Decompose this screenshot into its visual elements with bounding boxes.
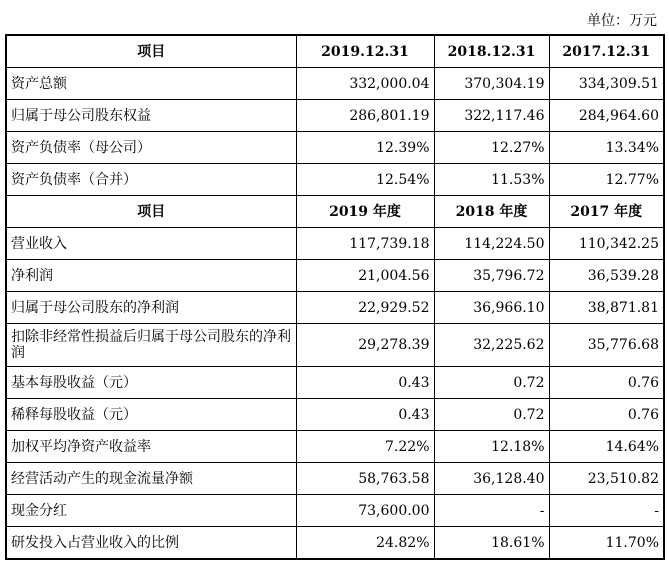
row-label: 资产总额: [6, 68, 296, 100]
table-cell: 11.53%: [434, 164, 549, 196]
table-cell: 24.82%: [296, 527, 434, 560]
table-cell: 12.18%: [434, 431, 549, 463]
row-label: 稀释每股收益（元）: [6, 399, 296, 431]
table-header-row: [6, 35, 664, 68]
table-row: [6, 527, 664, 560]
header-cell: 项目: [6, 196, 296, 228]
table-cell: 370,304.19: [434, 68, 549, 100]
header-cell: 2018 年度: [434, 196, 549, 228]
table-cell: 11.70%: [549, 527, 664, 560]
row-label: 资产负债率（合并）: [6, 164, 296, 196]
row-label: 经营活动产生的现金流量净额: [6, 463, 296, 495]
header-cell: 2019.12.31: [296, 35, 434, 68]
table-cell: 12.39%: [296, 132, 434, 164]
table-cell: 35,796.72: [434, 260, 549, 292]
table-row: [6, 260, 664, 292]
table-cell: 0.72: [434, 399, 549, 431]
table-cell: 0.76: [549, 367, 664, 399]
table-cell: 110,342.25: [549, 228, 664, 260]
table-cell: 0.72: [434, 367, 549, 399]
row-label: 扣除非经常性损益后归属于母公司股东的净利润: [6, 324, 296, 367]
row-label: 净利润: [6, 260, 296, 292]
header-cell: 2019 年度: [296, 196, 434, 228]
table-cell: -: [549, 495, 664, 527]
table-cell: 7.22%: [296, 431, 434, 463]
table-cell: 36,966.10: [434, 292, 549, 324]
table-row: [6, 164, 664, 196]
row-label: 加权平均净资产收益率: [6, 431, 296, 463]
table-cell: 22,929.52: [296, 292, 434, 324]
table-cell: 36,539.28: [549, 260, 664, 292]
table-row: [6, 292, 664, 324]
table-cell: 286,801.19: [296, 100, 434, 132]
row-label: 归属于母公司股东的净利润: [6, 292, 296, 324]
table-cell: 117,739.18: [296, 228, 434, 260]
header-cell: 2017 年度: [549, 196, 664, 228]
table-row: [6, 367, 664, 399]
header-cell: 2017.12.31: [549, 35, 664, 68]
table-cell: 36,128.40: [434, 463, 549, 495]
table-cell: 21,004.56: [296, 260, 434, 292]
table-cell: 23,510.82: [549, 463, 664, 495]
financial-table: [5, 34, 665, 560]
table-cell: 12.54%: [296, 164, 434, 196]
row-label: 现金分红: [6, 495, 296, 527]
table-cell: 32,225.62: [434, 324, 549, 367]
unit-label: 单位：万元: [587, 13, 657, 29]
header-cell: 2018.12.31: [434, 35, 549, 68]
table-row: [6, 431, 664, 463]
table-cell: 38,871.81: [549, 292, 664, 324]
row-label: 归属于母公司股东权益: [6, 100, 296, 132]
row-label: 研发投入占营业收入的比例: [6, 527, 296, 560]
table-row: [6, 100, 664, 132]
table-cell: 58,763.58: [296, 463, 434, 495]
table-cell: 73,600.00: [296, 495, 434, 527]
row-label: 资产负债率（母公司）: [6, 132, 296, 164]
table-row: [6, 228, 664, 260]
table-row: [6, 463, 664, 495]
row-label: 基本每股收益（元）: [6, 367, 296, 399]
row-label: 营业收入: [6, 228, 296, 260]
table-row: [6, 495, 664, 527]
table-row: [6, 68, 664, 100]
table-cell: 18.61%: [434, 527, 549, 560]
table-cell: 12.27%: [434, 132, 549, 164]
table-cell: 29,278.39: [296, 324, 434, 367]
table-cell: 35,776.68: [549, 324, 664, 367]
table-cell: 0.76: [549, 399, 664, 431]
table-cell: 114,224.50: [434, 228, 549, 260]
table-cell: 13.34%: [549, 132, 664, 164]
table-cell: 0.43: [296, 399, 434, 431]
table-row: [6, 324, 664, 367]
table-header-row: [6, 196, 664, 228]
header-cell: 项目: [6, 35, 296, 68]
table-row: [6, 132, 664, 164]
table-row: [6, 399, 664, 431]
table-cell: 284,964.60: [549, 100, 664, 132]
table-cell: 334,309.51: [549, 68, 664, 100]
table-cell: 322,117.46: [434, 100, 549, 132]
table-cell: 332,000.04: [296, 68, 434, 100]
table-cell: 12.77%: [549, 164, 664, 196]
table-cell: 0.43: [296, 367, 434, 399]
table-cell: 14.64%: [549, 431, 664, 463]
table-cell: -: [434, 495, 549, 527]
